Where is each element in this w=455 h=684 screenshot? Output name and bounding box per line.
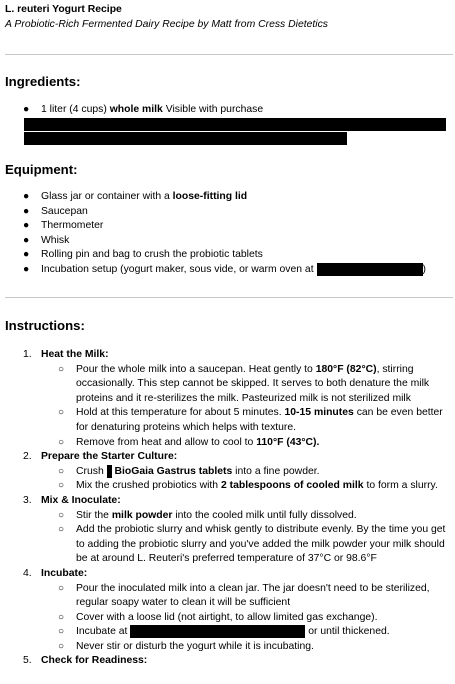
equipment-item: ● Incubation setup (yogurt maker, sous vide, or warm oven at ) <box>0 263 455 278</box>
list-item: ○ Mix the crushed probiotics with 2 tablespoons of cooled milk to form a slurry. <box>0 479 455 494</box>
bullet-icon: ● <box>23 234 30 246</box>
list-item: ○ Cover with a loose lid (not airtight, to allow limited gas exchange). <box>0 611 455 626</box>
bullet-icon: ● <box>23 220 30 232</box>
step-title: Heat the Milk: <box>41 349 109 360</box>
instruction-step <box>0 450 455 494</box>
equipment-item: ● Saucepan <box>0 205 455 220</box>
ingredients-list <box>0 103 455 118</box>
step-number: 5. <box>23 655 32 667</box>
document-subtitle: A Probiotic-Rich Fermented Dairy Recipe by Matt from Cress Dietetics <box>5 19 328 30</box>
list-item: ○ Hold at this temperature for about 5 minutes. 10-15 minutes can be even better for denaturing proteins which helps with texture. <box>58 407 443 433</box>
instructions-list <box>0 348 455 669</box>
bullet-icon: ● <box>23 249 30 261</box>
step-number: 2. <box>23 451 32 463</box>
step-title: Mix & Inoculate: <box>41 494 121 506</box>
instruction-step <box>0 567 455 655</box>
circle-bullet-icon: ○ <box>58 611 65 623</box>
circle-bullet-icon: ○ <box>58 407 65 419</box>
equipment-item: ● Rolling pin and bag to crush the probiotic tablets <box>0 248 455 263</box>
ingredients-heading: Ingredients: <box>5 74 81 89</box>
circle-bullet-icon: ○ <box>58 480 65 492</box>
list-item: ○ Incubate at or until thickened. <box>0 625 455 640</box>
list-item: ○ Never stir or disturb the yogurt while it is incubating. <box>0 640 455 655</box>
circle-bullet-icon: ○ <box>58 465 65 477</box>
list-item: ○ Add the probiotic slurry and whisk gently to distribute evenly. By the time you get to adding the probiotic slurry and you've added the milk powder your milk should be at around L. Reuteri's preferred temperature of 37°C or 98.6°F <box>58 524 446 565</box>
equipment-list <box>0 190 455 278</box>
step-title: Incubate: <box>41 567 88 579</box>
circle-bullet-icon: ○ <box>58 626 65 638</box>
document-title: L. reuteri Yogurt Recipe <box>5 4 122 15</box>
redaction-bar <box>317 263 423 276</box>
circle-bullet-icon: ○ <box>58 363 65 375</box>
instruction-step <box>0 494 455 567</box>
step-heading <box>0 654 455 669</box>
step-number: 4. <box>23 567 32 579</box>
list-item: ○ Pour the inoculated milk into a clean jar. The jar doesn't need to be sterilized, regular soapy water to clean it will be sufficient <box>58 582 430 609</box>
instruction-step <box>0 654 455 669</box>
step-number: 1. <box>23 349 32 360</box>
step-heading <box>0 450 455 465</box>
equipment-heading: Equipment: <box>5 162 78 177</box>
equipment-item: ● Glass jar or container with a loose-fitting lid <box>0 190 455 205</box>
list-item: ○ Remove from heat and allow to cool to 110°F (43°C). <box>0 436 455 451</box>
instruction-step <box>0 348 455 450</box>
step-title: Prepare the Starter Culture: <box>41 451 178 463</box>
list-item: ● 1 liter (4 cups) whole milk Visible with purchase <box>0 103 455 118</box>
circle-bullet-icon: ○ <box>58 582 65 594</box>
step-heading <box>0 348 455 363</box>
equipment-item: ● Whisk <box>0 234 455 249</box>
list-item: ○ Stir the milk powder into the cooled milk until fully dissolved. <box>0 509 455 524</box>
step-heading <box>0 494 455 509</box>
divider <box>5 54 453 55</box>
bullet-icon: ● <box>23 104 30 115</box>
divider <box>5 297 453 298</box>
equipment-item: ● Thermometer <box>0 219 455 234</box>
list-item: ○ Crush BioGaia Gastrus tablets into a fine powder. <box>0 465 455 480</box>
circle-bullet-icon: ○ <box>58 640 65 652</box>
circle-bullet-icon: ○ <box>58 436 65 448</box>
instructions-heading: Instructions: <box>5 318 85 333</box>
bullet-icon: ● <box>23 191 30 202</box>
redaction-bar <box>24 132 347 145</box>
step-number: 3. <box>23 494 32 506</box>
list-item: ○ Pour the whole milk into a saucepan. Heat gently to 180°F (82°C), stirring occasionally. This step cannot be skipped. It serves to both denature the milk proteins and it re-sterilizes the milk. Pasteurized milk is not sterilized milk <box>58 363 430 404</box>
circle-bullet-icon: ○ <box>58 524 65 536</box>
step-heading <box>0 567 455 582</box>
bullet-icon: ● <box>23 205 30 217</box>
step-title: Check for Readiness: <box>41 655 148 667</box>
circle-bullet-icon: ○ <box>58 509 65 521</box>
redaction-bar <box>24 118 446 131</box>
redaction-bar <box>130 625 305 638</box>
bullet-icon: ● <box>23 263 30 275</box>
